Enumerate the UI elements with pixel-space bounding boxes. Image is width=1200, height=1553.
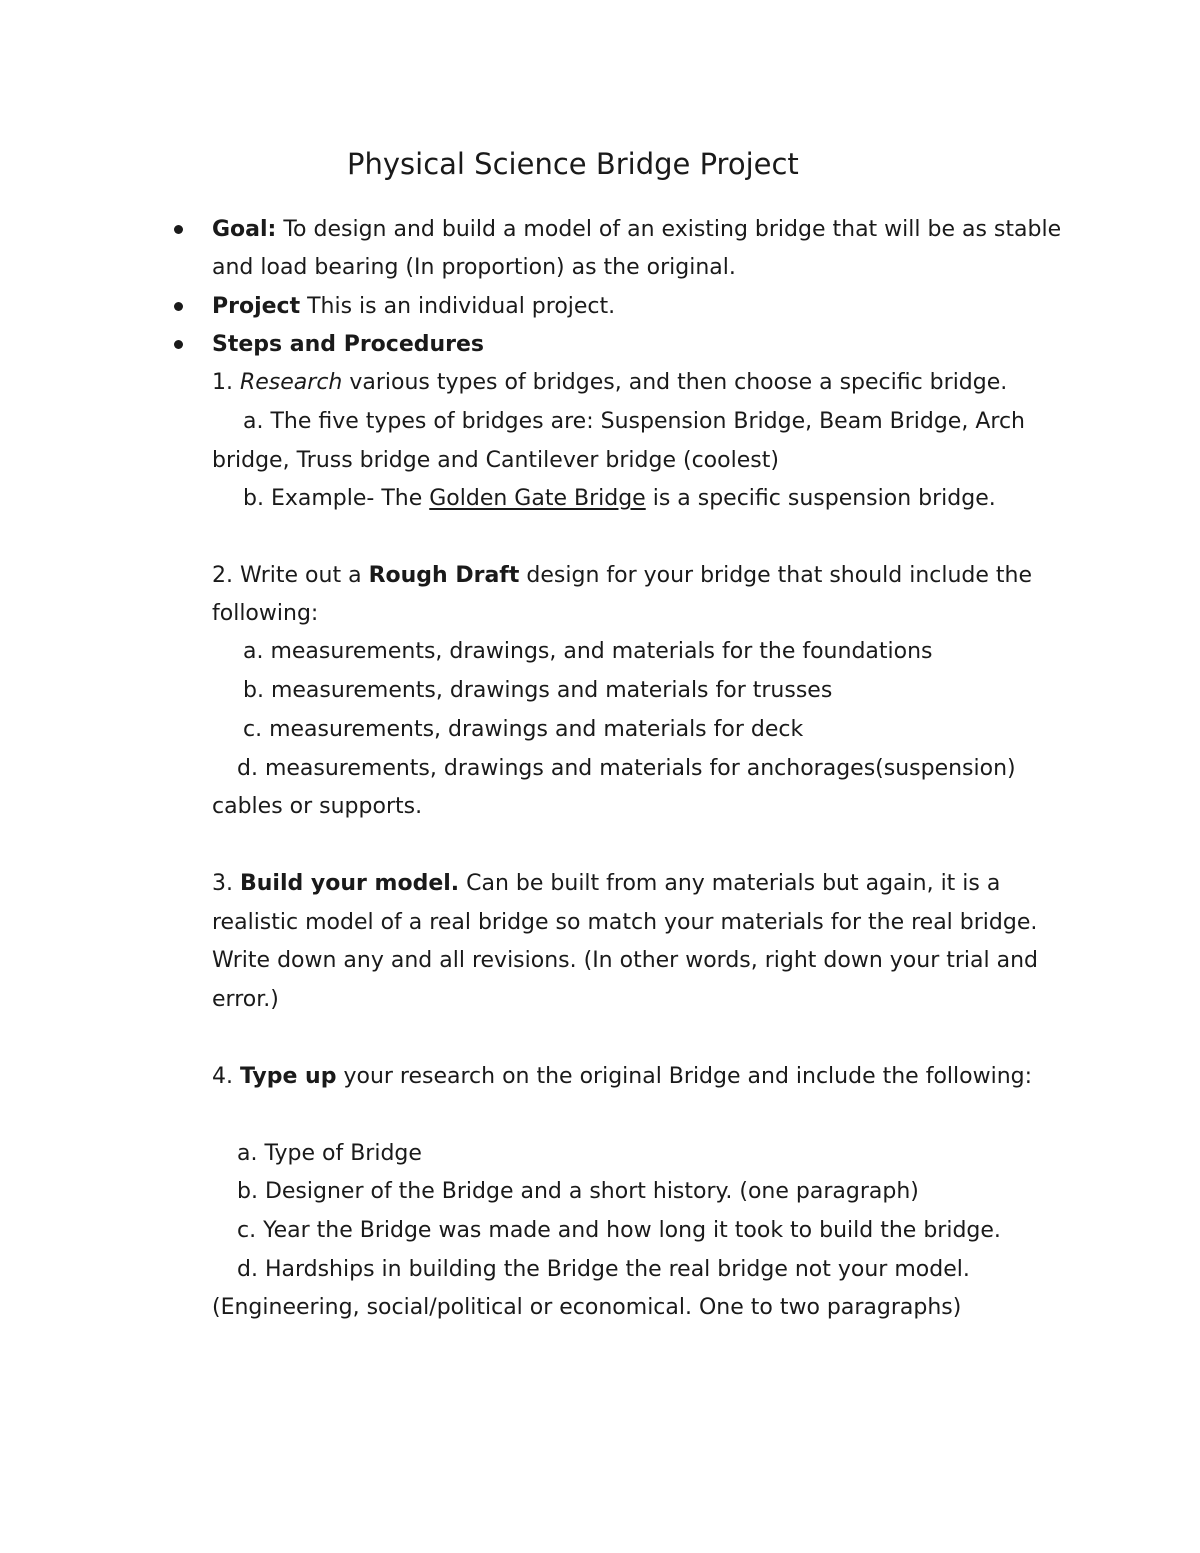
project-text: This is an individual project. (300, 294, 616, 319)
step3-line-4: error.) (212, 987, 279, 1012)
step4-d-line-1: d. Hardships in building the Bridge the real bridge not your model. (237, 1257, 970, 1282)
step2-line-1 (212, 561, 1032, 591)
step4-keyword: Type up (239, 1064, 337, 1089)
step2-a: a. measurements, drawings, and materials for the foundations (243, 639, 933, 664)
step1-b-line (243, 484, 996, 514)
step4-d-line-2: (Engineering, social/political or economical. One to two paragraphs) (212, 1295, 962, 1320)
step3-number: 3. (212, 871, 240, 896)
steps-label: Steps and Procedures (212, 332, 485, 357)
project-line (212, 292, 615, 322)
step2-b: b. measurements, drawings and materials for trusses (243, 678, 833, 703)
step2-d-line-2: cables or supports. (212, 794, 423, 819)
step1-text: various types of bridges, and then choose a specific bridge. (342, 370, 1008, 395)
step1-b-prefix: b. Example- The (243, 486, 430, 511)
steps-heading (212, 330, 484, 360)
project-label: Project (212, 294, 301, 319)
step3-line-3: Write down any and all revisions. (In other words, right down your trial and (212, 948, 1038, 973)
goal-label: Goal: (212, 217, 277, 242)
bullet-dot (174, 302, 183, 311)
step4-c: c. Year the Bridge was made and how long it took to build the bridge. (237, 1218, 1001, 1243)
step1-keyword: Research (239, 370, 343, 395)
step3-keyword: Build your model. (239, 871, 460, 896)
step1-a-line-2: bridge, Truss bridge and Cantilever bridge (coolest) (212, 448, 779, 473)
goal-line-1 (212, 215, 1061, 245)
step2-d-line-1: d. measurements, drawings and materials for anchorages(suspension) (237, 756, 1016, 781)
page-title: Physical Science Bridge Project (347, 147, 799, 181)
bullet-dot (174, 340, 183, 349)
step2-keyword: Rough Draft (368, 563, 520, 588)
step3-text: Can be built from any materials but again, it is a (459, 871, 1001, 896)
step3-line-1 (212, 869, 1000, 899)
step1-number: 1. (212, 370, 240, 395)
step4-b: b. Designer of the Bridge and a short history. (one paragraph) (237, 1179, 919, 1204)
step1-a-line-1: a. The five types of bridges are: Suspension Bridge, Beam Bridge, Arch (243, 409, 1025, 434)
step4-text: your research on the original Bridge and include the following: (336, 1064, 1033, 1089)
step2-suffix: design for your bridge that should include the (519, 563, 1033, 588)
step2-prefix: 2. Write out a (212, 563, 369, 588)
step1-b-suffix: is a specific suspension bridge. (645, 486, 996, 511)
step3-line-2: realistic model of a real bridge so match your materials for the real bridge. (212, 910, 1038, 935)
step4-a: a. Type of Bridge (237, 1141, 422, 1166)
golden-gate-link: Golden Gate Bridge (429, 486, 646, 511)
bullet-dot (174, 225, 183, 234)
step1-line (212, 368, 1007, 398)
step4-line (212, 1062, 1032, 1092)
step2-c: c. measurements, drawings and materials for deck (243, 717, 804, 742)
goal-line-2: and load bearing (In proportion) as the original. (212, 255, 736, 280)
goal-text: To design and build a model of an existing bridge that will be as stable (276, 217, 1062, 242)
step4-number: 4. (212, 1064, 240, 1089)
step2-line-2: following: (212, 601, 319, 626)
